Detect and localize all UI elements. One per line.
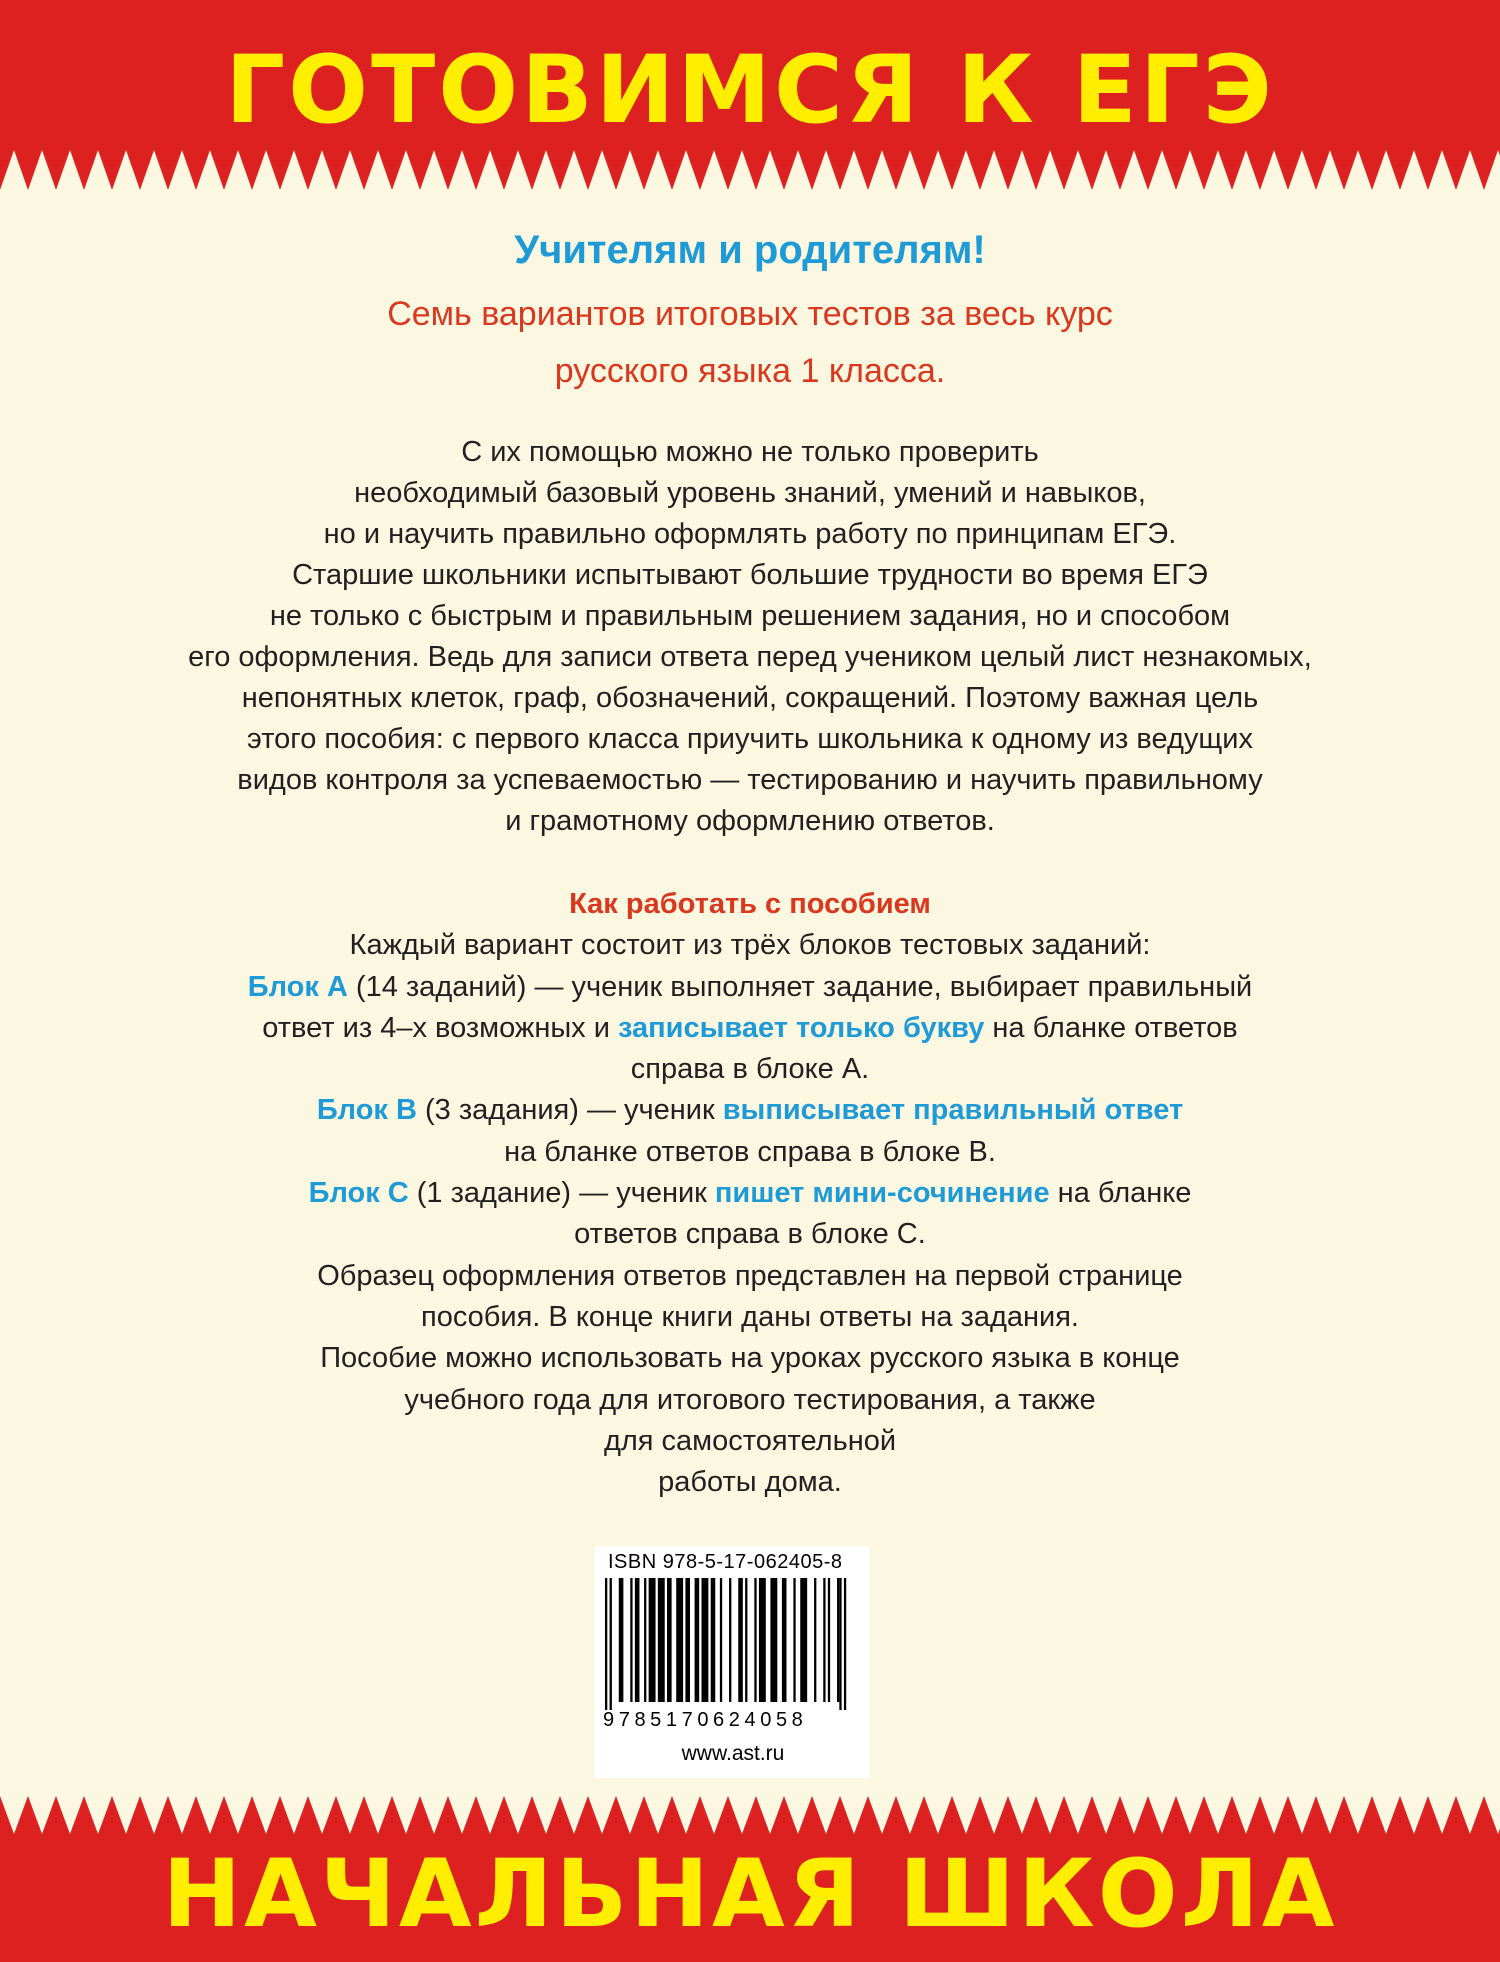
isbn-number: ISBN 978-5-17-062405-8 (608, 1551, 843, 1573)
barcode-bar (738, 1578, 743, 1702)
isbn-barcode (595, 1546, 870, 1778)
intro-line: непонятных клеток, граф, обозначений, сокращений. Поэтому важная цель (241, 682, 1259, 714)
outro-line: Пособие можно использовать на уроках русского языка в конце (320, 1342, 1180, 1375)
subheading-line-1: Семь вариантов итоговых тестов за весь курс (387, 295, 1113, 333)
block-b-text: (3 задания) — ученик (416, 1094, 723, 1127)
barcode-bar (635, 1578, 640, 1702)
barcode-bar (676, 1578, 683, 1702)
howto-section (0, 884, 1500, 1503)
barcode-bar (649, 1578, 656, 1702)
barcode-bar (800, 1578, 807, 1702)
heading: Учителям и родителям! (514, 228, 986, 272)
block-c-text: на бланке (1049, 1177, 1192, 1210)
outro-line: учебного года для итогового тестирования, а также (404, 1383, 1096, 1416)
block-c-label: Блок С (308, 1177, 409, 1210)
barcode-bar (630, 1578, 632, 1702)
barcode-bar (729, 1578, 731, 1702)
barcode-bar (695, 1578, 700, 1702)
howto-title: Как работать с пособием (569, 888, 931, 920)
barcode-bar (828, 1578, 830, 1702)
block-b-line-2: на бланке ответов справа в блоке В. (504, 1135, 996, 1168)
block-a-label: Блок А (247, 970, 348, 1003)
subheading (0, 286, 1500, 400)
barcode-bar (839, 1578, 841, 1710)
intro-line: не только с быстрым и правильным решением задания, но и способом (269, 600, 1231, 632)
series-subtitle: НАЧАЛЬНАЯ ШКОЛА (162, 1840, 1338, 1949)
outro-line: для самостоятельной (603, 1424, 897, 1457)
barcode-bar (814, 1578, 816, 1702)
block-a-line-1 (0, 967, 1500, 1008)
intro-paragraph (0, 432, 1500, 842)
barcode-bar (745, 1578, 747, 1702)
barcode-bar (711, 1578, 716, 1702)
block-a-text: на бланке ответов (984, 1011, 1238, 1044)
subheading-line-2: русского языка 1 класса. (554, 352, 946, 390)
intro-line: видов контроля за успеваемостью — тестированию и научить правильному (237, 764, 1263, 796)
barcode-bar (754, 1578, 756, 1702)
barcode-bar (619, 1578, 624, 1702)
block-c-text: (1 задание) — ученик (408, 1177, 715, 1210)
intro-line: С их помощью можно не только проверить (461, 436, 1039, 468)
barcode-bar (685, 1578, 690, 1702)
howto-intro: Каждый вариант состоит из трёх блоков тестовых заданий: (349, 929, 1151, 962)
intro-line: но и научить правильно оформлять работу по принципам ЕГЭ. (323, 518, 1177, 550)
block-b-highlight: выписывает правильный ответ (722, 1094, 1184, 1127)
barcode-bars (605, 1578, 860, 1710)
barcode-bar (837, 1578, 839, 1702)
barcode-bar (605, 1578, 607, 1710)
barcode-bar (658, 1578, 665, 1702)
series-title: ГОТОВИМСЯ К ЕГЭ (225, 36, 1275, 145)
intro-line: необходимый базовый уровень знаний, умений и навыков, (354, 477, 1146, 509)
block-c-line-2: ответов справа в блоке С. (574, 1218, 926, 1251)
block-c-line-1 (0, 1173, 1500, 1214)
intro-line: Старшие школьники испытывают большие трудности во время ЕГЭ (292, 559, 1208, 591)
block-a-text: ответ из 4–х возможных и (262, 1011, 618, 1044)
barcode-bar (770, 1578, 777, 1702)
outro-line: Образец оформления ответов представлен на первой странице (317, 1259, 1183, 1292)
barcode-bar (844, 1578, 846, 1710)
block-b-label: Блок В (316, 1094, 417, 1127)
zigzag-edge-top (0, 150, 1500, 192)
barcode-digits: 9785170624058 (603, 1709, 808, 1731)
intro-line: этого пособия: с первого класса приучить школьника к одному из ведущих (247, 723, 1253, 755)
barcode-bar (701, 1578, 708, 1702)
outro-line: работы дома. (658, 1466, 842, 1499)
barcode-bar (644, 1578, 646, 1702)
barcode-bar (823, 1578, 825, 1702)
block-a-line-3: справа в блоке А. (630, 1053, 870, 1086)
block-c-highlight: пишет мини-сочинение (714, 1177, 1050, 1210)
barcode-bar (667, 1578, 672, 1702)
block-a-text: (14 заданий) — ученик выполняет задание, выбирает правильный (347, 970, 1253, 1003)
barcode-bar (782, 1578, 787, 1702)
publisher-url: www.ast.ru (681, 1742, 785, 1765)
top-banner (0, 0, 1500, 190)
block-a-line-2 (0, 1008, 1500, 1049)
barcode-bar (720, 1578, 722, 1702)
block-a-highlight: записывает только букву (618, 1011, 985, 1044)
barcode-bar (759, 1578, 766, 1702)
bottom-banner (0, 1795, 1500, 1962)
barcode-bar (793, 1578, 795, 1702)
zigzag-edge-bottom (0, 1794, 1500, 1836)
intro-line: его оформления. Ведь для записи ответа перед учеником целый лист незнакомых, (188, 641, 1312, 673)
block-b-line-1 (0, 1090, 1500, 1131)
barcode-bar (610, 1578, 612, 1710)
outro-line: пособия. В конце книги даны ответы на задания. (421, 1300, 1079, 1333)
intro-line: и грамотному оформлению ответов. (505, 805, 995, 837)
